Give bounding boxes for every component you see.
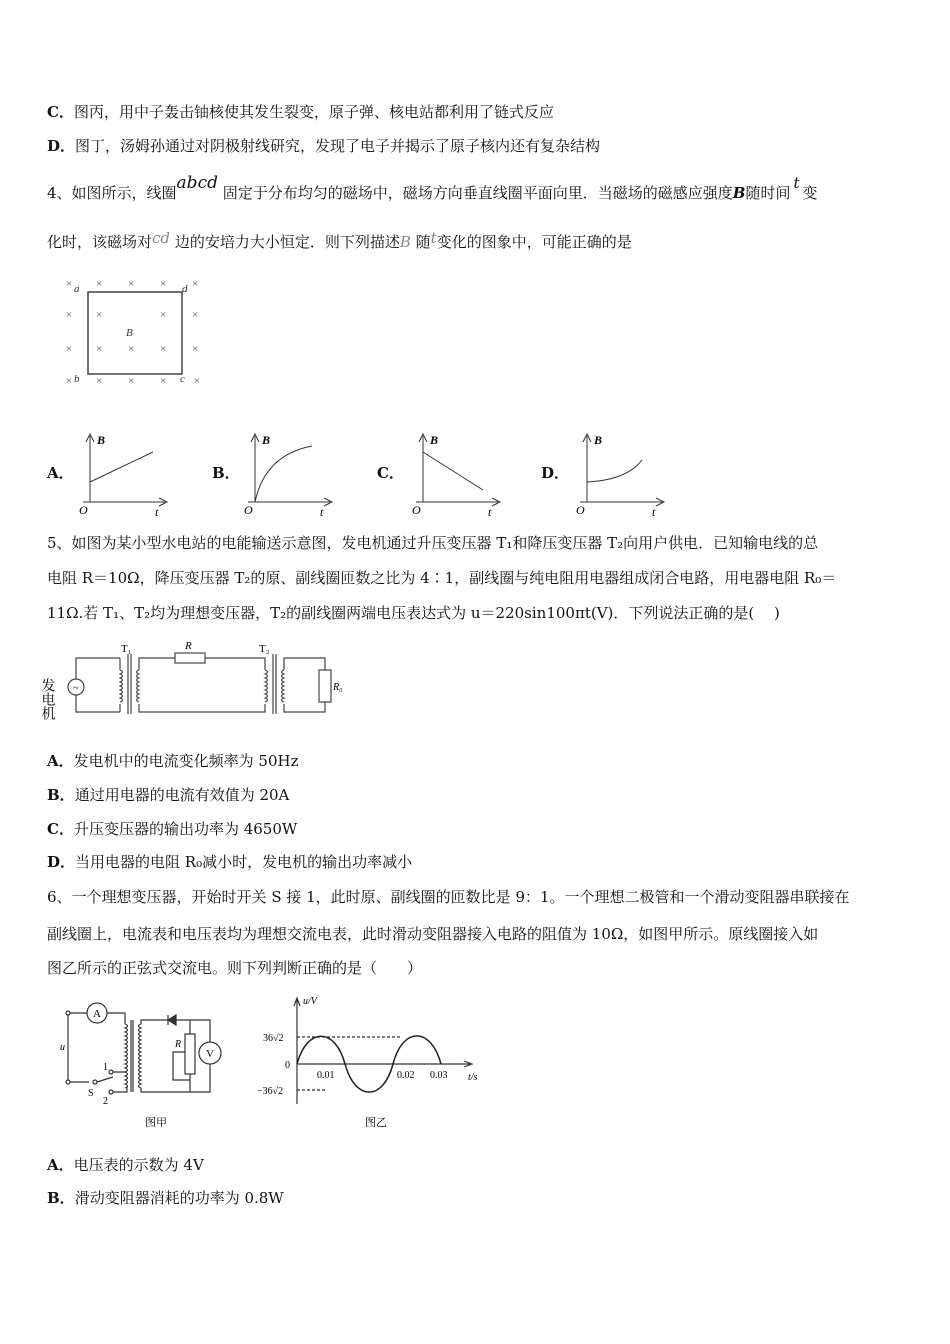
x-mark: × (96, 375, 103, 387)
switch-pos-1: 1 (103, 1062, 108, 1073)
text: 固定于分布均匀的磁场中，磁场方向垂直线圈平面向里．当磁场的磁感应强度 (222, 184, 733, 202)
q5-line3: 11Ω.若 T₁、T₂均为理想变压器，T₂的副线圈两端电压表达式为 u＝220sin100πt(V)．下列说法正确的是( ) (47, 604, 780, 622)
x-mark: × (128, 375, 135, 387)
x-mark: × (160, 278, 167, 290)
y-max-label: 36√2 (263, 1033, 284, 1044)
y-axis-label: u/V (303, 996, 317, 1007)
q6-line1: 6、一个理想变压器，开始时开关 S 接 1，此时原、副线圈的匝数比是 9：1。一个理想二极管和一个滑动变阻器串联接在 (47, 888, 850, 906)
x-mark: × (194, 375, 201, 387)
x-label: t (155, 505, 159, 519)
x-mark: × (160, 309, 167, 321)
diode (168, 1015, 176, 1025)
x-mark: × (192, 309, 199, 321)
t2-primary-coil (265, 670, 268, 702)
label-a: a (74, 283, 80, 295)
curve (90, 452, 153, 482)
option-text: 升压变压器的输出功率为 4650W (73, 820, 298, 838)
zero-label: 0 (285, 1060, 290, 1071)
option-letter: C． (47, 103, 74, 121)
curve (423, 452, 483, 490)
t1-secondary-coil (137, 670, 140, 702)
q4-graph-b (240, 430, 340, 518)
text: 变 (802, 184, 818, 202)
r0-label: R₀ (333, 682, 343, 693)
x-mark: × (96, 343, 103, 355)
q4-option-b-letter[interactable]: B． (212, 464, 240, 482)
math: B (399, 233, 411, 251)
t2-label: T₂ (259, 643, 270, 655)
switch-label: S (88, 1088, 94, 1099)
text: 边的安培力大小恒定．则下列描述 (174, 233, 400, 251)
q5-option-b[interactable] (47, 785, 289, 805)
q4-graph-a (75, 430, 175, 518)
axes (248, 434, 332, 506)
t2-secondary-coil (282, 670, 285, 702)
x-mark: × (66, 278, 73, 290)
q5-option-a[interactable] (47, 751, 298, 771)
q5-line2: 电阻 R＝10Ω，降压变压器 T₂的原、副线圈匝数之比为 4∶1，副线圈与纯电阻用电器组成闭合电路，用电器电阻 R₀＝ (47, 569, 837, 587)
label-d: d (182, 283, 188, 295)
text: 化时，该磁场对 (47, 233, 153, 251)
origin-label: O (244, 503, 253, 517)
r-label: R (175, 1039, 182, 1050)
option-text: 当用电器的电阻 R₀减小时，发电机的输出功率减小 (75, 853, 413, 871)
load-resistor-R0 (319, 670, 331, 702)
option-letter: A． (47, 1156, 74, 1174)
axes (580, 434, 664, 506)
svg-text:~: ~ (73, 683, 79, 694)
x-label: t (320, 505, 324, 519)
option-text: 图丁，汤姆孙通过对阴极射线研究，发现了电子并揭示了原子核内还有复杂结构 (75, 137, 601, 155)
option-text: 发电机中的电流变化频率为 50Hz (73, 752, 299, 770)
y-label: B (594, 433, 603, 447)
q6-line3: 图乙所示的正弦式交流电。则下列判断正确的是（ ） (47, 959, 423, 977)
tick-label: 0.02 (397, 1070, 415, 1081)
x-mark: × (96, 309, 103, 321)
x-mark: × (160, 375, 167, 387)
label-B: B (126, 327, 133, 339)
q5-option-d[interactable] (47, 852, 412, 872)
option-text: 图丙，用中子轰击铀核使其发生裂变，原子弹、核电站都利用了链式反应 (73, 103, 554, 121)
text: 随 (415, 233, 431, 251)
t1-label: T₁ (121, 643, 132, 655)
math: abcd (176, 173, 218, 193)
fig-a-circuit (66, 1003, 221, 1094)
ammeter-label: A (93, 1008, 101, 1020)
q4-line2 (47, 229, 632, 252)
r-label: R (185, 640, 192, 652)
axes (294, 998, 472, 1104)
text: 4、如图所示，线圈 (47, 184, 177, 202)
x-mark: × (66, 375, 73, 387)
y-label: B (430, 433, 439, 447)
t1-primary-coil (120, 670, 123, 702)
generator-label: 发电机 (39, 678, 55, 720)
tick-label: 0.01 (317, 1070, 335, 1081)
voltmeter-label: V (206, 1048, 214, 1060)
axes (416, 434, 500, 506)
math: cd (152, 229, 171, 247)
q4-option-c-letter[interactable]: C． (377, 464, 404, 482)
q6-figures (45, 992, 495, 1137)
u-label: u (60, 1042, 65, 1053)
axes (83, 434, 167, 506)
curve (255, 446, 312, 502)
q4-coil-figure (60, 272, 210, 394)
origin-label: O (412, 503, 421, 517)
label-b: b (74, 373, 80, 385)
option-letter: B． (47, 1189, 75, 1207)
fig-b-caption: 图乙 (365, 1117, 387, 1129)
option-letter: D． (47, 137, 76, 155)
curve (587, 460, 642, 482)
y-min-label: −36√2 (257, 1086, 284, 1097)
q6-line2: 副线圈上，电流表和电压表均为理想交流电表，此时滑动变阻器接入电路的阻值为 10Ω，如图甲所示。原线圈接入如 (47, 925, 819, 943)
y-label: B (97, 433, 106, 447)
coil-rect (88, 292, 182, 374)
y-label: B (262, 433, 271, 447)
x-mark: × (96, 278, 103, 290)
q4-option-d-letter[interactable]: D． (541, 464, 570, 482)
option-letter: B． (47, 786, 75, 804)
q4-line1 (47, 173, 818, 203)
math: t (430, 229, 437, 247)
x-label: t (652, 505, 656, 519)
x-label: t (488, 505, 492, 519)
option-letter: A． (47, 752, 74, 770)
origin-label: O (576, 503, 585, 517)
math: B (732, 184, 746, 202)
text: 变化的图象中，可能正确的是 (436, 233, 632, 251)
origin-label: O (79, 503, 88, 517)
x-mark: × (128, 343, 135, 355)
text: 随时间 (745, 184, 791, 202)
switch-pos-2: 2 (103, 1096, 108, 1107)
prev-option-d (47, 136, 600, 156)
x-mark: × (192, 278, 199, 290)
tick-label: 0.03 (430, 1070, 448, 1081)
q4-graph-d (572, 430, 672, 518)
x-mark: × (66, 309, 73, 321)
x-mark: × (66, 343, 73, 355)
q4-option-a-letter[interactable]: A． (47, 464, 74, 482)
x-mark: × (160, 343, 167, 355)
x-axis-label: t/s (468, 1072, 478, 1083)
option-text: 通过用电器的电流有效值为 20A (74, 786, 290, 804)
option-letter: C． (47, 820, 74, 838)
prev-option-c (47, 102, 554, 122)
q5-circuit-figure (39, 640, 345, 720)
q5-line1: 5、如图为某小型水电站的电能输送示意图，发电机通过升压变压器 T₁和降压变压器 T₂向用户供电．已知输电线的总 (47, 534, 819, 552)
option-letter: D． (47, 853, 76, 871)
option-text: 电压表的示数为 4V (73, 1156, 204, 1174)
q6-option-b[interactable] (47, 1188, 284, 1208)
rheostat (185, 1034, 195, 1074)
x-mark: × (192, 343, 199, 355)
fig-a-caption: 图甲 (145, 1117, 167, 1129)
q6-option-a[interactable] (47, 1155, 204, 1175)
label-c: c (180, 373, 185, 385)
x-mark: × (128, 278, 135, 290)
option-text: 滑动变阻器消耗的功率为 0.8W (74, 1189, 284, 1207)
q5-option-c[interactable] (47, 819, 297, 839)
math: t (793, 174, 800, 192)
line-resistor-R (175, 653, 205, 663)
q4-graph-c (408, 430, 508, 518)
